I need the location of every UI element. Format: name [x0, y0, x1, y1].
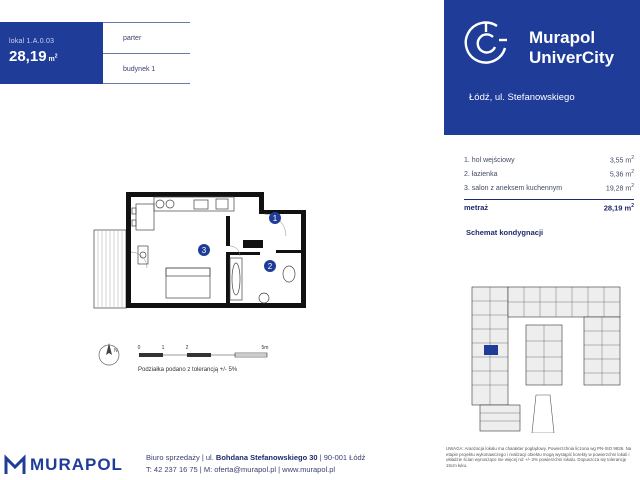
scale-bar	[138, 345, 269, 357]
unit-area-value: 28,19	[9, 48, 47, 65]
svg-text:5m: 5m	[261, 345, 269, 351]
kitchen-counter	[154, 197, 234, 211]
total-area: 28,19 $m^2$	[603, 203, 634, 213]
room-marker-2	[264, 260, 276, 272]
room-area: 19,28 $m^2$	[605, 183, 634, 193]
scale-and-compass	[95, 340, 295, 380]
room-name: 3. salon z aneksem kuchennym	[464, 184, 563, 192]
room-row	[464, 181, 634, 195]
footer	[0, 448, 440, 480]
brand-name	[529, 28, 614, 68]
unit-number: lokal 1.A.0.03	[9, 38, 55, 45]
building-label: budynek 1	[123, 66, 156, 73]
walls	[126, 192, 306, 308]
sales-office-address: Biuro sprzedaży | ul. Bohdana Stefanowskiego 30 | 90-001 Łódź	[146, 453, 366, 462]
unit-area-panel	[0, 22, 103, 84]
dining-table	[132, 204, 154, 230]
svg-text:N: N	[114, 348, 118, 354]
univercity-logo-icon	[463, 20, 509, 66]
total-label: metraż	[464, 203, 489, 212]
sales-office-contact: T: 42 237 16 75 | M: oferta@murapol.pl | www.murapol.pl	[146, 465, 336, 474]
unit-location-cells	[103, 22, 190, 84]
unit-info-block	[0, 22, 190, 84]
brand-line-1: Murapol	[529, 28, 596, 47]
floor-key-plan	[466, 283, 632, 433]
murapol-logo-icon	[4, 454, 26, 476]
scale-note: Podziałka podano z tolerancją +/- 5%	[138, 367, 238, 373]
room-area: 5,36 $m^2$	[609, 169, 634, 179]
svg-text:1: 1	[272, 214, 278, 223]
floor-label: parter	[103, 23, 190, 54]
svg-text:2: 2	[267, 262, 273, 271]
room-area: 3,55 $m^2$	[609, 155, 634, 165]
sofa	[166, 268, 210, 298]
room-name: 1. hol wejściowy	[464, 156, 515, 164]
bathroom-fixtures	[230, 258, 295, 303]
svg-text:1: 1	[161, 345, 165, 351]
disclaimer-note: UWAGA: Aranżacja lokalu ma charakter poglądowy. Powierzchnia liczona wg PN-ISO 9836. Na etapie projektu wykonawczego i realizacji obiektu mogą wystąpić korekty w powierzchni lokali i układzie ścian wynoszące nie więcej niż +/- 3% powierzchni lokalu. Dopuszcza się tolerancję 15cm łuku.	[446, 446, 632, 468]
room-marker-3	[198, 244, 210, 256]
svg-text:2: 2	[185, 345, 189, 351]
room-row	[464, 167, 634, 181]
total-area-row	[464, 199, 634, 213]
highlighted-unit	[484, 345, 498, 355]
room-name: 2. łazienka	[464, 170, 498, 178]
svg-text:0: 0	[137, 345, 141, 351]
floor-schema-title: Schemat kondygnacji	[466, 228, 544, 237]
room-row	[464, 153, 634, 167]
unit-area-unit: $m^2$	[48, 53, 58, 63]
brand-location: Łódź, ul. Stefanowskiego	[469, 92, 575, 103]
balcony	[94, 230, 126, 308]
svg-text:3: 3	[201, 246, 207, 255]
brand-line-2: UniverCity	[529, 48, 615, 67]
compass-icon	[99, 343, 119, 365]
living-furniture	[138, 246, 148, 264]
brand-panel	[444, 0, 640, 135]
room-marker-1	[269, 212, 281, 224]
unit-area	[9, 48, 103, 66]
room-table	[464, 153, 634, 213]
apartment-floor-plan	[88, 186, 328, 318]
footer-brand: MURAPOL	[30, 455, 123, 474]
